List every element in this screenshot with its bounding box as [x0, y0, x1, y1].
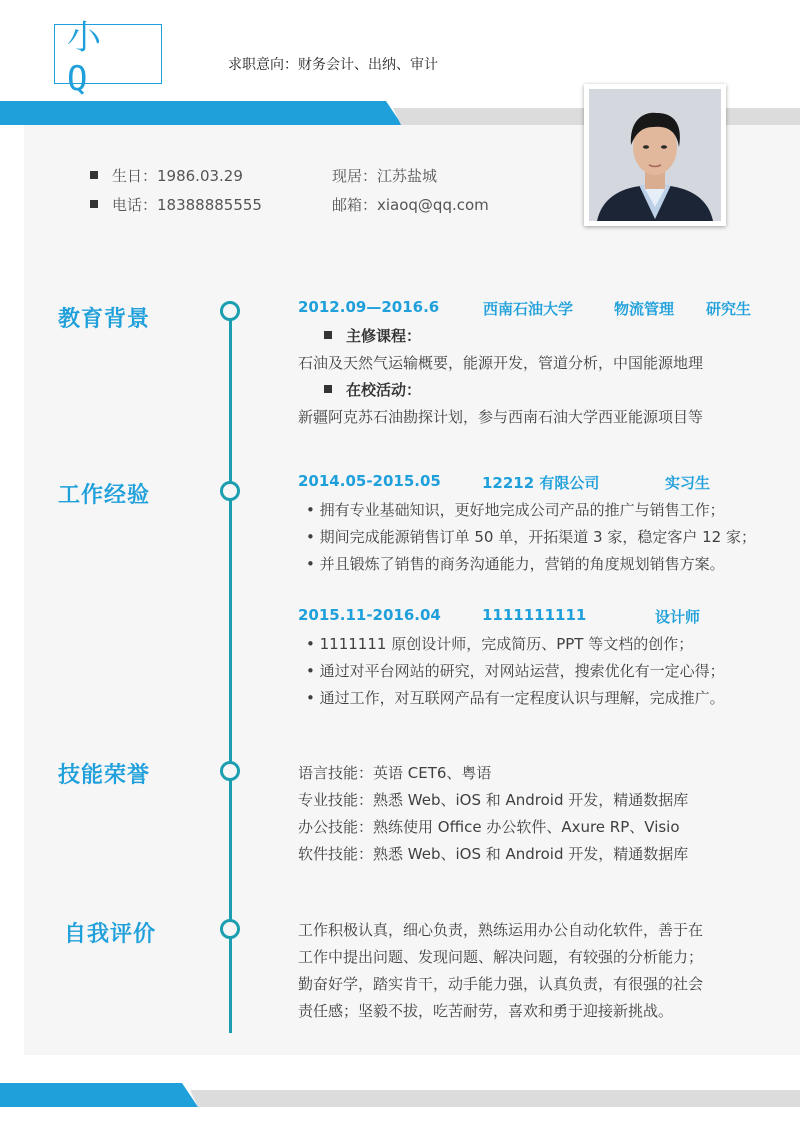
bullet-square-icon — [324, 385, 332, 393]
bullet-square-icon — [90, 171, 98, 179]
section-title-self-eval: 自我评价 — [64, 922, 157, 947]
timeline-dot-self-eval — [220, 919, 240, 939]
edu-degree: 研究生 — [706, 300, 752, 318]
bullet-square-icon — [324, 331, 332, 339]
contact-birth — [90, 165, 243, 186]
skill-line: 专业技能：熟悉 Web、iOS 和 Android 开发，精通数据库 — [298, 791, 689, 809]
edu-activities-label — [324, 379, 421, 400]
timeline-dot-education — [220, 301, 240, 321]
skill-line: 办公技能：熟练使用 Office 办公软件、Axure RP、Visio — [298, 818, 680, 836]
section-title-work: 工作经验 — [58, 483, 151, 508]
job2-bullet: • 1111111 原创设计师，完成简历、PPT 等文档的创作； — [306, 635, 694, 653]
job1-bullet: • 拥有专业基础知识，更好地完成公司产品的推广与销售工作； — [306, 501, 725, 519]
section-title-education: 教育背景 — [58, 307, 151, 332]
job2-bullet: • 通过工作，对互联网产品有一定程度认识与理解，完成推广。 — [306, 689, 725, 707]
footer-band-blue — [0, 1083, 198, 1107]
profile-photo — [584, 84, 726, 226]
timeline-dot-skills — [220, 761, 240, 781]
edu-school: 西南石油大学 — [483, 300, 574, 318]
name-box — [54, 17, 162, 99]
edu-courses-label — [324, 325, 421, 346]
birth-text: 生日：1986.03.29 — [112, 167, 243, 185]
contact-email: 邮箱：xiaoq@qq.com — [332, 196, 489, 214]
candidate-name: 小 Q — [67, 17, 115, 99]
job1-company: 12212 有限公司 — [482, 474, 600, 492]
header-band-blue — [0, 101, 402, 125]
courses-label-text: 主修课程： — [346, 327, 422, 345]
phone-text: 电话：18388885555 — [112, 196, 262, 214]
bullet-square-icon — [90, 200, 98, 208]
job2-period: 2015.11-2016.04 — [298, 606, 441, 624]
section-title-skills: 技能荣誉 — [58, 763, 151, 788]
job1-bullet: • 期间完成能源销售订单 50 单，开拓渠道 3 家，稳定客户 12 家； — [306, 528, 756, 546]
self-eval-line: 勤奋好学，踏实肯干，动手能力强，认真负责，有很强的社会 — [298, 975, 704, 993]
contact-residence: 现居：江苏盐城 — [332, 167, 438, 185]
portrait-image — [589, 89, 721, 221]
contact-phone — [90, 194, 262, 215]
skill-line: 语言技能：英语 CET6、粤语 — [298, 764, 492, 782]
timeline-dot-work — [220, 481, 240, 501]
job1-bullet: • 并且锻炼了销售的商务沟通能力，营销的角度规划销售方案。 — [306, 555, 725, 573]
edu-major: 物流管理 — [614, 300, 675, 318]
job2-role: 设计师 — [655, 608, 701, 626]
edu-courses: 石油及天然气运输概要，能源开发，管道分析，中国能源地理 — [298, 354, 704, 372]
edu-activities: 新疆阿克苏石油勘探计划，参与西南石油大学西亚能源项目等 — [298, 408, 704, 426]
job2-company: 1111111111 — [482, 606, 587, 624]
job1-role: 实习生 — [665, 474, 711, 492]
self-eval-line: 工作中提出问题、发现问题、解决问题，有较强的分析能力； — [298, 948, 704, 966]
resume-card — [24, 125, 800, 1055]
edu-period: 2012.09—2016.6 — [298, 298, 440, 316]
job1-period: 2014.05-2015.05 — [298, 472, 441, 490]
activities-label-text: 在校活动： — [346, 381, 422, 399]
self-eval-line: 责任感；坚毅不拔，吃苦耐劳，喜欢和勇于迎接新挑战。 — [298, 1002, 674, 1020]
footer-band-gray — [190, 1090, 800, 1107]
self-eval-line: 工作积极认真，细心负责，熟练运用办公自动化软件，善于在 — [298, 921, 704, 939]
job-intent: 求职意向：财务会计、出纳、审计 — [228, 57, 438, 73]
skill-line: 软件技能：熟悉 Web、iOS 和 Android 开发，精通数据库 — [298, 845, 689, 863]
job2-bullet: • 通过对平台网站的研究，对网站运营，搜索优化有一定心得； — [306, 662, 725, 680]
